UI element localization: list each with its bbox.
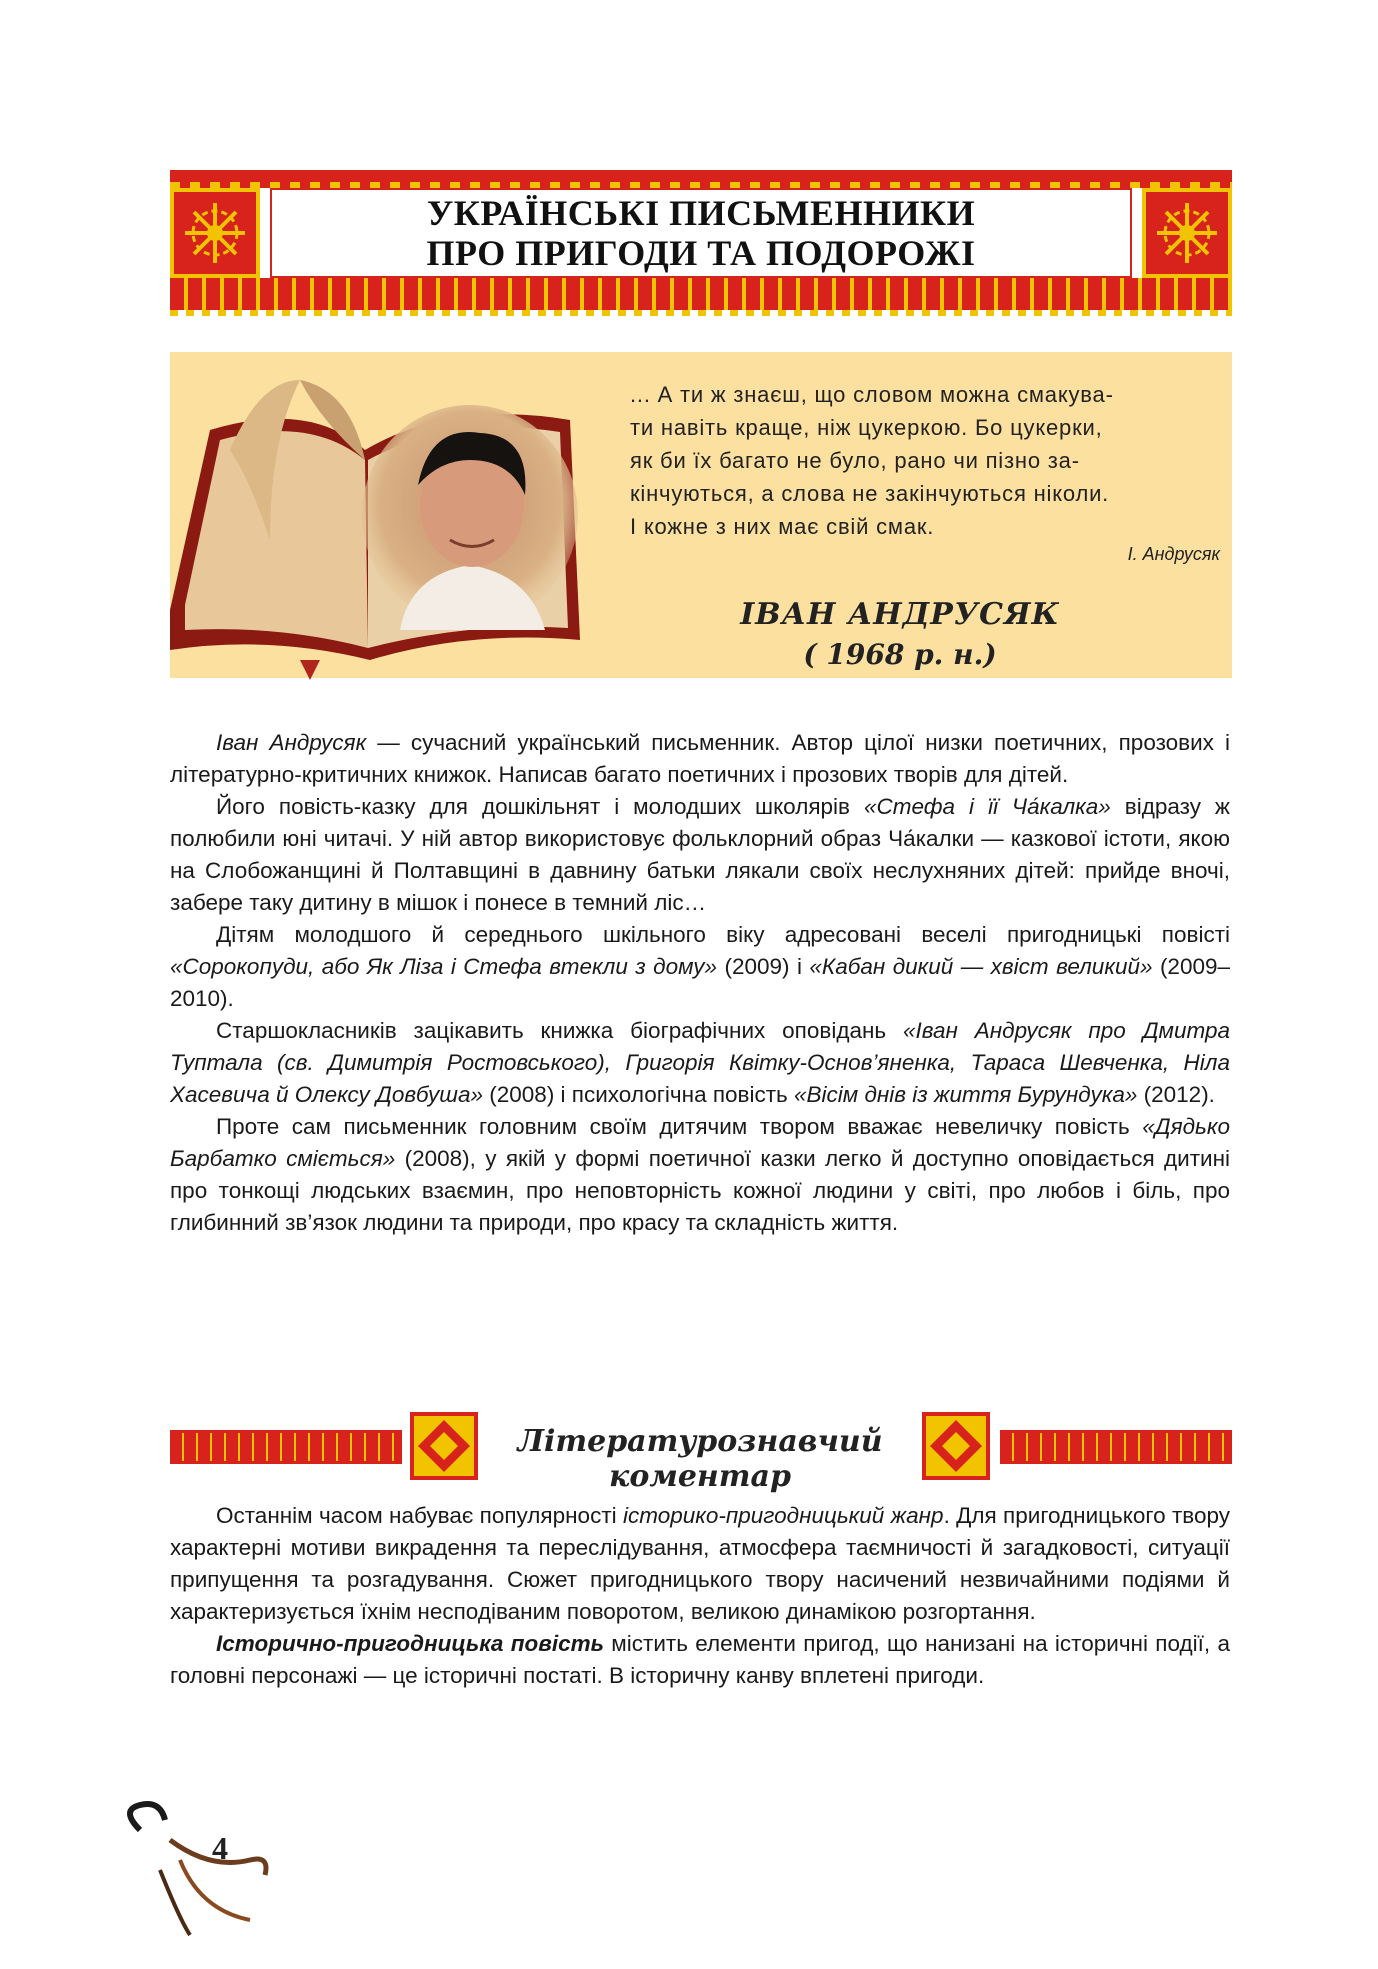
title-banner (170, 170, 1232, 310)
writer-name-block (700, 595, 1100, 675)
swirl-ornament-icon (120, 1800, 280, 1940)
section-title: Літературознавчий коментар (517, 1424, 883, 1494)
biography (170, 727, 1230, 1239)
bio-paragraph: Дітям молодшого й середнього шкільного віку адресовані веселі пригодницькі повісті «Сорокопуди, або Як Ліза і Стефа втекли з дому» (2009) і «Кабан дикий — хвіст великий» (2009–2010). (170, 922, 1230, 1011)
bio-paragraph: Проте сам письменник головним своїм дитячим твором вважає невеличку повість «Дядько Барбатко сміється» (2008), у якій у формі поетичної казки легко й доступно оповідається дитині про тонкощі людських взаємин, про неповторність кожної людини у світі, про любов і біль, про глибинний зв’язок людини та природи, про красу та складність життя. (170, 1114, 1231, 1235)
writer-name: ІВАН АНДРУСЯК (740, 597, 1060, 632)
writer-portrait (360, 405, 580, 630)
divider-ornament-right (1000, 1430, 1232, 1464)
section-divider (170, 1412, 1232, 1494)
quote-line: І кожне з них має свій смак. (630, 514, 935, 539)
banner-top-stripe (170, 170, 1232, 182)
bio-paragraph: Його повість-казку для дошкільнят і молодших школярів «Стефа і її Ча́калка» відразу ж полюбили юні читачі. У ній автор використовує фольклорний образ Ча́калки — казкової істоти, якою на Слобожанщині й Полтавщині в давнину батьки лякали своїх неслухняних дітей: прийде вночі, забере таку дитину в мішок і понесе в темний ліс… (170, 794, 1230, 915)
comment-paragraph: Історично-пригодницька повість містить елементи пригод, що нанизані на історичні події, а головні персонажі — це історичні постаті. В історичну канву вплетені пригоди. (170, 1631, 1230, 1688)
book-title: «Сорокопуди, або Як Ліза і Стефа втекли з дому» (170, 954, 718, 979)
diamond-ornament-icon (922, 1412, 990, 1480)
literary-comment (170, 1500, 1230, 1692)
page-title (270, 188, 1132, 278)
quote-line: як би їх багато не було, рано чи пізно за- (630, 448, 1080, 473)
quote-text (630, 378, 1220, 543)
book-title: «Вісім днів із життя Бурундука» (794, 1082, 1138, 1107)
writer-years: ( 1968 р. н.) (803, 638, 997, 671)
quote-line: кінчуються, а слова не закінчуються ніколи. (630, 481, 1110, 506)
book-title: «Кабан дикий — хвіст великий» (809, 954, 1153, 979)
divider-ornament-left (170, 1430, 402, 1464)
term: історико-пригодницький жанр (622, 1503, 944, 1528)
book-title: «Стефа і її Ча́калка» (863, 794, 1111, 819)
quote-author: І. Андрусяк (1127, 544, 1220, 564)
page-number: 4 (212, 1830, 228, 1866)
quote-line: ... А ти ж знаєш, що словом можна смакува- (630, 382, 1114, 407)
title-line-1: УКРАЇНСЬКІ ПИСЬМЕННИКИ (426, 193, 976, 233)
comment-paragraph: Останнім часом набуває популярності історико-пригодницький жанр. Для пригодницького твору характерні мотиви викрадення та переслідування, атмосфера таємничості й загадковості, ситуації припущення та розгадування. Сюжет пригодницького твору насичений незвичайними подіями й характеризується їхнім несподіваним поворотом, великою динамікою розгортання. (170, 1503, 1230, 1624)
book-title: «Дядько Барбатко сміється» (170, 1114, 1230, 1171)
title-line-2: ПРО ПРИГОДИ ТА ПОДОРОЖІ (426, 233, 976, 273)
sun-ornament-icon (170, 188, 260, 278)
term-bold: Історично-пригодницька повість (216, 1631, 604, 1656)
diamond-ornament-icon (410, 1412, 478, 1480)
bio-paragraph: Іван Андрусяк — сучасний український письменник. Автор цілої низки поетичних, прозових і літературно-критичних книжок. Написав багато поетичних і прозових творів для дітей. (170, 730, 1230, 787)
banner-bottom-ornament (170, 278, 1232, 310)
writer-name-inline: Іван Андрусяк (216, 730, 367, 755)
book-title: «Іван Андрусяк про Дмитра Туптала (св. Димитрія Ростовського), Григорія Квітку-Основ’яненка, Тараса Шевченка, Ніла Хасевича й Олексу Довбуша» (170, 1018, 1230, 1107)
quote-line: ти навіть краще, ніж цукеркою. Бо цукерки, (630, 415, 1103, 440)
bio-paragraph: Старшокласників зацікавить книжка біографічних оповідань «Іван Андрусяк про Дмитра Туптала (св. Димитрія Ростовського), Григорія Квітку-Основ’яненка, Тараса Шевченка, Ніла Хасевича й Олексу Довбуша» (2008) і психологічна повість «Вісім днів із життя Бурундука» (2012). (170, 1018, 1230, 1107)
sun-ornament-icon (1142, 188, 1232, 278)
